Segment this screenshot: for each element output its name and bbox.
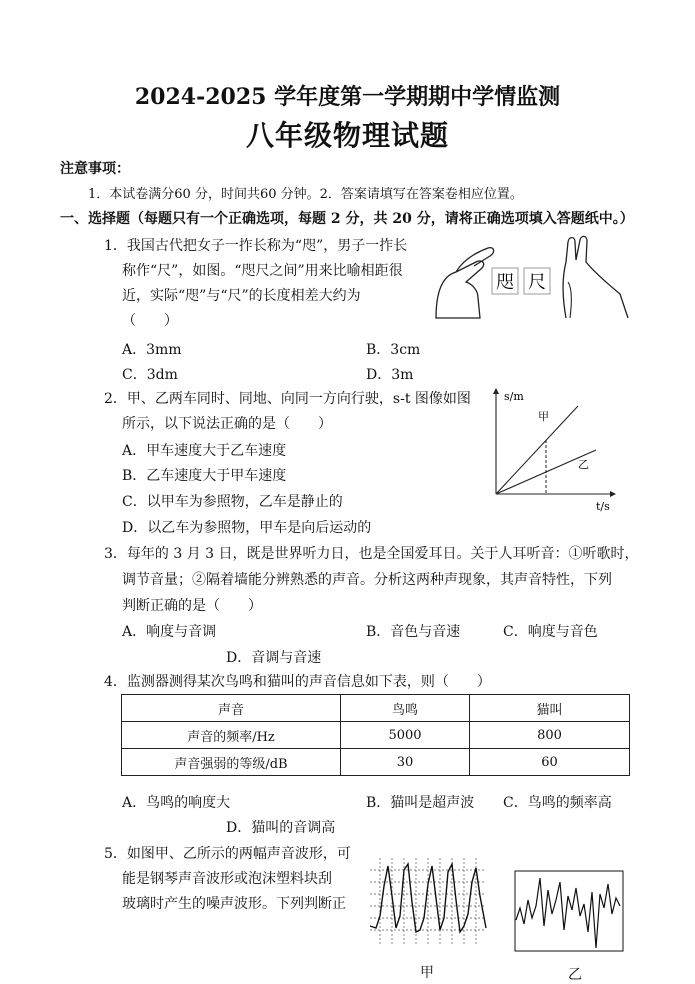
table-header-cell: 猫叫 (470, 695, 630, 722)
q1-line3: 近，实际“咫”与“尺”的长度相差大约为 (122, 288, 361, 304)
chi-character: 尺 (528, 272, 546, 293)
zhi-character: 咫 (496, 272, 514, 293)
graph-line-yi: 乙 (578, 458, 589, 471)
table-cell: 5000 (341, 722, 470, 749)
table-header-row (122, 695, 630, 722)
q4-option-d: D．猫叫的音调高 (226, 820, 336, 836)
table-cell: 声音的频率/Hz (122, 722, 341, 749)
table-header-cell: 声音 (122, 695, 341, 722)
waveform-label-yi: 乙 (568, 967, 582, 983)
q4-option-c: C．鸟鸣的频率高 (503, 795, 612, 811)
waveform-label-jia: 甲 (420, 965, 434, 981)
q1-line2: 称作“尺”，如图。“咫尺之间”用来比喻相距很 (122, 263, 403, 279)
graph-ylabel: s/m (504, 390, 524, 403)
q3-line2: 调节音量；②隔着墙能分辨熟悉的声音。分析这两种声现象，其声音特性，下列 (122, 572, 612, 588)
exam-title: 2024-2025 学年度第一学期期中学情监测 (134, 84, 561, 110)
q5-line3: 玻璃时产生的噪声波形。下列判断正 (122, 896, 346, 912)
graph-line-jia: 甲 (538, 410, 549, 423)
q1-option-d: D．3m (366, 367, 414, 383)
waveform-yi (514, 870, 624, 952)
graph-xlabel: t/s (596, 500, 610, 513)
q3-line3: 判断正确的是（ ） (122, 598, 262, 614)
q2-line2: 所示，以下说法正确的是（ ） (122, 416, 332, 432)
q3-option-a: A．响度与音调 (122, 624, 217, 640)
table-cell: 声音强弱的等级/dB (122, 749, 341, 776)
table-cell: 60 (470, 749, 630, 776)
st-graph (486, 386, 618, 516)
q2-option-a: A．甲车速度大于乙车速度 (122, 443, 287, 459)
q3-option-c: C．响度与音色 (503, 624, 598, 640)
q5-line2: 能是钢琴声音波形或泡沫塑料块刮 (122, 871, 332, 887)
q2-option-b: B．乙车速度大于甲车速度 (122, 468, 287, 484)
q1-line1: 1．我国古代把女子一拃长称为“咫”，男子一拃长 (104, 238, 408, 254)
table-cell: 800 (470, 722, 630, 749)
notes-heading: 注意事项： (60, 161, 130, 177)
q2-option-d: D．以乙车为参照物，甲车是向后运动的 (122, 520, 372, 536)
q4-option-b: B．猫叫是超声波 (366, 795, 475, 811)
waveform-jia (368, 856, 488, 948)
q3-option-b: B．音色与音速 (366, 624, 461, 640)
q3-option-d: D．音调与音速 (226, 650, 322, 666)
q5-line1: 5．如图甲、乙所示的两幅声音波形，可 (104, 846, 351, 862)
exam-subtitle: 八年级物理试题 (245, 119, 449, 152)
q1-option-a: A．3mm (122, 342, 182, 358)
q4-line1: 4．监测器测得某次鸟鸣和猫叫的声音信息如下表，则（ ） (104, 674, 491, 690)
hand-span-figure (432, 232, 632, 324)
q2-line1: 2．甲、乙两车同时、同地、向同一方向行驶，s-t 图像如图 (104, 391, 471, 407)
table-cell: 30 (341, 749, 470, 776)
table-row (122, 722, 630, 749)
q1-option-b: B．3cm (366, 342, 421, 358)
q2-option-c: C．以甲车为参照物，乙车是静止的 (122, 494, 343, 510)
q1-option-c: C．3dm (122, 367, 178, 383)
q1-line4: （ ） (122, 313, 178, 329)
notes-line: 1．本试卷满分60 分，时间共60 分钟。2．答案请填写在答案卷相应位置。 (88, 187, 523, 202)
section-heading: 一、选择题（每题只有一个正确选项，每题 2 分，共 20 分，请将正确选项填入答题纸中。） (60, 211, 634, 227)
q3-line1: 3．每年的 3 月 3 日，既是世界听力日，也是全国爱耳日。关于人耳听音：①听歌时， (104, 546, 639, 562)
q4-option-a: A．鸟鸣的响度大 (122, 795, 231, 811)
sound-table (121, 694, 630, 776)
table-row (122, 749, 630, 776)
table-header-cell: 鸟鸣 (341, 695, 470, 722)
